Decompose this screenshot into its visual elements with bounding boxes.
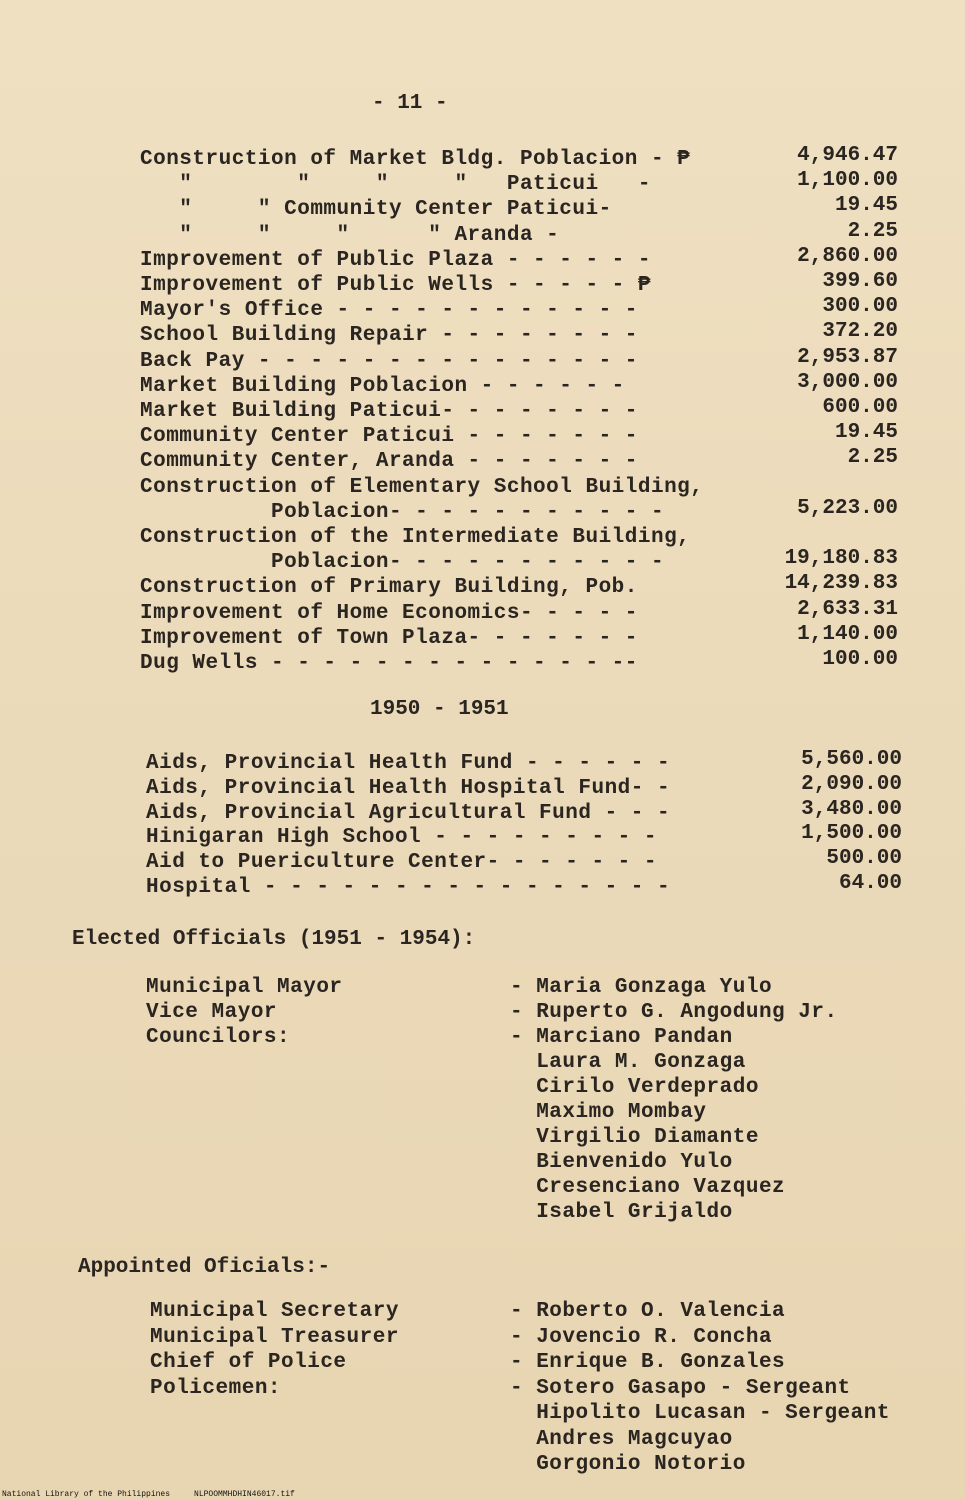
expenditure-item: Market Building Paticui- - - - - - - - (140, 400, 638, 423)
amount: 300.00 (822, 295, 898, 319)
expenditure-item: Aids, Provincial Health Hospital Fund- - (146, 776, 671, 800)
official-name: Laura M. Gonzaga (510, 1051, 746, 1074)
amount: 2.25 (847, 446, 898, 470)
expenditure-item: Poblacion- - - - - - - - - - - (140, 551, 665, 575)
official-name: - Roberto O. Valencia (510, 1300, 786, 1323)
expenditure-item: " " " " Aranda - (140, 223, 560, 247)
official-name: Maximo Mombay (510, 1101, 707, 1124)
expenditure-item: Improvement of Town Plaza- - - - - - - (140, 626, 638, 650)
official-name: - Maria Gonzaga Yulo (510, 976, 773, 999)
amount: 19.45 (834, 194, 898, 218)
official-role: Chief of Police (150, 1351, 347, 1374)
expenditure-item: " " Community Center Paticui- (140, 198, 612, 222)
amount: 19.45 (834, 421, 898, 445)
official-role: Councilors: (146, 1026, 291, 1049)
amount: 100.00 (822, 648, 898, 671)
page-number: - 11 - (372, 92, 448, 115)
amount: 1,500.00 (801, 822, 902, 846)
official-name: Bienvenido Yulo (510, 1151, 733, 1174)
amount: 5,560.00 (801, 748, 902, 771)
official-name: - Ruperto G. Angodung Jr. (510, 1001, 838, 1024)
official-role: Municipal Secretary (150, 1300, 399, 1323)
official-name: Isabel Grijaldo (510, 1201, 733, 1224)
amount: 3,480.00 (801, 797, 902, 821)
expenditure-item: Improvement of Home Economics- - - - - (140, 601, 638, 625)
period-heading: 1950 - 1951 (370, 698, 509, 721)
expenditure-item: Hospital - - - - - - - - - - - - - - - - (146, 876, 671, 899)
official-name: Virgilio Diamante (510, 1126, 759, 1149)
amount: 2,860.00 (797, 244, 898, 268)
expenditure-item: Improvement of Public Plaza - - - - - - (140, 248, 651, 272)
amount: 64.00 (838, 872, 902, 895)
amount: 1,140.00 (797, 622, 898, 646)
official-role: Vice Mayor (146, 1001, 278, 1024)
official-name: Gorgonio Notorio (510, 1453, 746, 1476)
expenditure-item: Construction of Primary Building, Pob. (140, 576, 638, 600)
amount: 5,223.00 (797, 496, 898, 520)
expenditure-item: Aids, Provincial Agricultural Fund - - - (146, 801, 671, 825)
amount: 1,100.00 (797, 169, 898, 193)
official-name: Cresenciano Vazquez (510, 1176, 786, 1199)
official-name: - Sotero Gasapo - Sergeant (510, 1376, 851, 1400)
amount: 399.60 (822, 270, 898, 293)
amount: 600.00 (822, 396, 898, 419)
amount: 372.20 (822, 320, 898, 344)
amount: 2.25 (847, 219, 898, 243)
official-name: Cirilo Verdeprado (510, 1076, 759, 1099)
expenditure-item: Construction of Elementary School Building, (140, 475, 704, 499)
official-name: - Jovencio R. Concha (510, 1325, 773, 1349)
expenditure-item: Hinigaran High School - - - - - - - - - (146, 826, 657, 850)
expenditure-item: Dug Wells - - - - - - - - - - - - - -- (140, 652, 638, 675)
amount: 2,090.00 (801, 772, 902, 796)
expenditure-item: Construction of Market Bldg. Poblacion - ₱ (140, 148, 691, 171)
expenditure-item: Market Building Poblacion - - - - - - (140, 374, 625, 398)
amount: 4,946.47 (797, 144, 898, 167)
expenditure-item: School Building Repair - - - - - - - - (140, 324, 638, 348)
expenditure-item: Poblacion- - - - - - - - - - - (140, 500, 665, 524)
amount: 500.00 (826, 847, 902, 871)
official-name: Hipolito Lucasan - Sergeant (510, 1402, 890, 1425)
appointed-officials-heading: Appointed Oficials:- (78, 1256, 331, 1279)
official-role: Municipal Treasurer (150, 1325, 399, 1349)
amount: 2,633.31 (797, 597, 898, 621)
official-name: - Enrique B. Gonzales (510, 1351, 786, 1374)
expenditure-item: Community Center, Aranda - - - - - - - (140, 450, 638, 474)
expenditure-item: Mayor's Office - - - - - - - - - - - - (140, 299, 638, 323)
amount: 2,953.87 (797, 345, 898, 369)
expenditure-item: Construction of the Intermediate Building, (140, 526, 691, 549)
expenditure-item: Aids, Provincial Health Fund - - - - - - (146, 752, 671, 775)
amount: 14,239.83 (784, 572, 898, 596)
expenditure-item: " " " " Paticui - (140, 173, 651, 197)
official-name: Andres Magcuyao (510, 1427, 733, 1451)
amount: 3,000.00 (797, 370, 898, 394)
expenditure-item: Back Pay - - - - - - - - - - - - - - - (140, 349, 638, 373)
elected-officials-heading: Elected Officials (1951 - 1954): (72, 928, 476, 951)
expenditure-item: Aid to Puericulture Center- - - - - - - (146, 851, 657, 875)
official-name: - Marciano Pandan (510, 1026, 733, 1049)
expenditure-item: Community Center Paticui - - - - - - - (140, 425, 638, 449)
amount: 19,180.83 (784, 547, 898, 571)
archive-footer: National Library of the Philippines NLPOOMMHDHIN46017.tif (2, 1490, 295, 1499)
official-role: Policemen: (150, 1376, 282, 1400)
expenditure-item: Improvement of Public Wells - - - - - ₱ (140, 274, 651, 297)
official-role: Municipal Mayor (146, 976, 343, 999)
